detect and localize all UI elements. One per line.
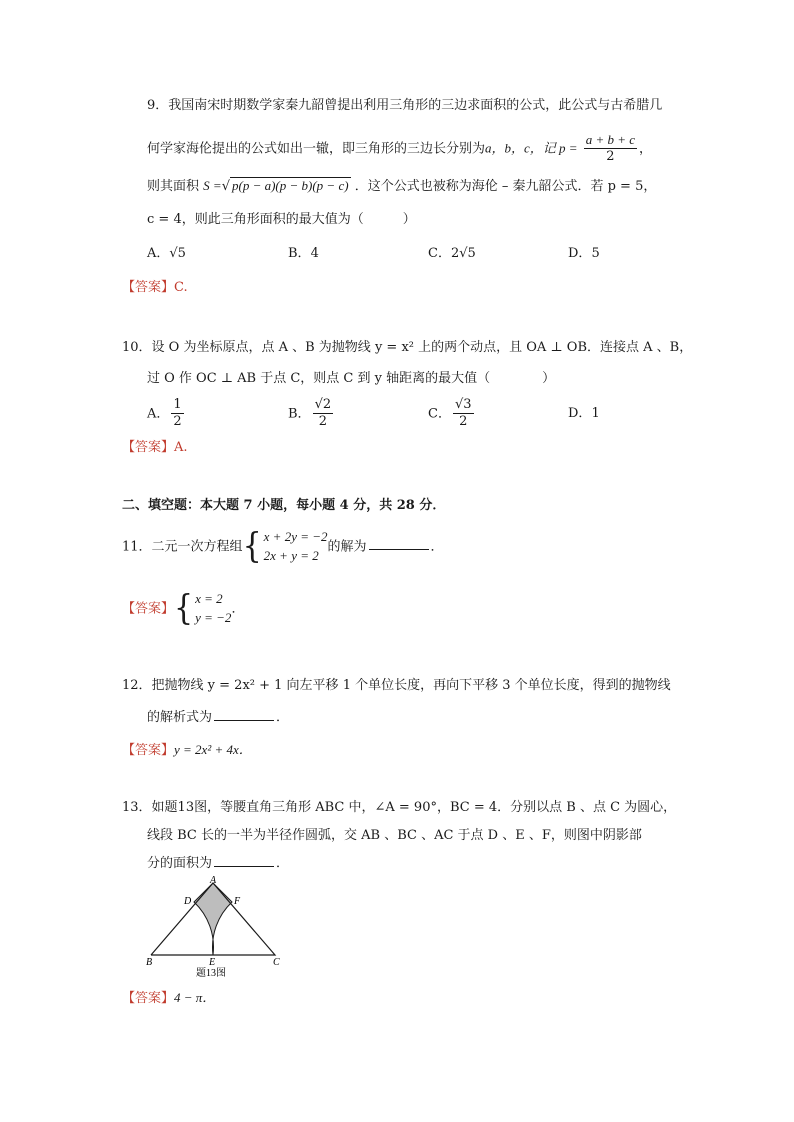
q9-formula-radicand: p(p − a)(p − b)(p − c): [231, 178, 349, 193]
q13-line2: [147, 828, 642, 844]
q12-number: 12．: [122, 678, 152, 693]
sqrt-icon: √: [221, 179, 230, 194]
q13-text-line1: 如题13图，等腰直角三角形 ABC 中，∠A = 90°，BC = 4．分别以点 B 、点 C 为圆心，: [151, 800, 677, 815]
q9-text-line2: 何学家海伦提出的公式如出一辙，即三角形的三边长分别为: [147, 141, 486, 157]
ans-eq1: x = 2: [195, 591, 223, 606]
q12-text-line1: 把抛物线 y = 2x² + 1 向左平移 1 个单位长度，再向下平移 3 个单位长度，得到的抛物线: [151, 678, 671, 693]
q13-number: 13．: [122, 800, 152, 815]
q11-eq2: 2x + y = 2: [263, 547, 319, 563]
frac-den: 2: [173, 414, 182, 430]
q9-text-line3-suffix: ．这个公式也被称为海伦 – 秦九韶公式．若 p = 5，: [354, 179, 657, 194]
option-value: 2√5: [450, 246, 476, 261]
answer-label: 【答案】: [122, 280, 175, 295]
q9-line2: 何学家海伦提出的公式如出一辙，即三角形的三边长分别为a，b，c，记 p = $\frac{a + b + c}{2}$ ，: [147, 132, 653, 165]
q9-text-line3-prefix: 则其面积: [147, 179, 200, 194]
option-value: 5: [591, 246, 600, 261]
q11-line: [122, 528, 444, 566]
answer-label: 【答案】: [122, 440, 175, 455]
left-brace-icon: {: [174, 588, 194, 629]
frac-den: 2: [318, 414, 327, 430]
label-c: C: [273, 957, 280, 968]
option-fraction: [453, 397, 474, 431]
q10-option-a[interactable]: [147, 397, 186, 431]
section-title: 二、填空题：本大题 7 小题，每小题 4 分，共 28 分．: [122, 498, 446, 513]
q10-option-b[interactable]: [288, 397, 335, 431]
q9-line1: [147, 98, 662, 114]
label-b: B: [146, 957, 153, 968]
frac-den: 2: [459, 414, 468, 430]
answer-label: 【答案】: [122, 601, 175, 617]
frac-num: √3: [453, 397, 474, 414]
q10-answer: [122, 440, 188, 456]
q10-option-c[interactable]: [428, 397, 476, 431]
option-label: A．: [147, 406, 170, 422]
shaded-region: [194, 883, 232, 955]
q9-option-d[interactable]: [568, 246, 600, 262]
answer-label: 【答案】: [122, 991, 175, 1006]
q12-text-line2: 的解析式为: [147, 710, 213, 725]
q9-p-fraction: [584, 132, 637, 166]
ans-eq2: y = −2: [195, 609, 232, 625]
left-brace-icon: {: [242, 526, 262, 567]
answer-value: y = 2x² + 4x．: [174, 742, 252, 757]
ans-period: ．: [231, 601, 245, 617]
option-label: B．: [288, 406, 311, 422]
q11-number: 11．: [122, 539, 152, 555]
frac-num: √2: [313, 397, 334, 414]
q13-text-line3: 分的面积为: [147, 856, 213, 871]
q11-answer-system: [195, 590, 231, 628]
q9-line3: [147, 178, 656, 195]
option-value: 1: [591, 406, 600, 421]
q12-period: ．: [276, 710, 290, 725]
option-label: B．: [288, 246, 311, 261]
q12-line1: [122, 678, 671, 694]
option-value: 4: [310, 246, 319, 261]
option-label: C．: [428, 406, 451, 422]
q12-line2: [147, 710, 289, 726]
q11-prefix: 二元一次方程组: [151, 539, 243, 555]
answer-value: A.: [174, 440, 188, 455]
q12-blank[interactable]: [214, 720, 274, 721]
q10-number: 10．: [122, 340, 152, 355]
q13-line1: [122, 800, 676, 816]
answer-value: 4 − π．: [174, 990, 216, 1005]
q9-vars: a，b，c，记 p =: [485, 140, 578, 156]
q11-suffix: 的解为: [327, 539, 367, 555]
q9-answer: [122, 280, 188, 296]
q13-text-line2: 线段 BC 长的一半为半径作圆弧，交 AB 、BC 、AC 于点 D 、E 、F，则图中阴影部: [147, 828, 642, 843]
q13-line3: [147, 856, 289, 872]
option-value: √5: [169, 246, 186, 261]
label-d: D: [184, 896, 192, 907]
q9-frac-den: 2: [606, 149, 615, 165]
q9-formula-lhs: S =: [203, 178, 222, 193]
q11-system: [264, 528, 328, 566]
q13-period: ．: [276, 856, 290, 871]
label-a: A: [210, 875, 217, 886]
frac-num: 1: [171, 397, 183, 414]
q10-option-d[interactable]: [568, 406, 600, 422]
q9-frac-num: a + b + c: [584, 132, 637, 149]
label-f: F: [234, 896, 241, 907]
label-e: E: [209, 957, 216, 968]
q10-line1: [122, 340, 692, 356]
answer-label: 【答案】: [122, 743, 175, 758]
q11-answer: [122, 590, 244, 628]
q10-line2: [147, 371, 555, 387]
q11-period: ．: [430, 539, 444, 555]
q9-option-c[interactable]: [428, 246, 476, 262]
q9-text-line4: c = 4，则此三角形面积的最大值为（ ）: [147, 212, 416, 227]
q9-text-line1: 我国南宋时期数学家秦九韶曾提出利用三角形的三边求面积的公式，此公式与古希腊几: [168, 98, 663, 113]
q9-line4: [147, 212, 416, 228]
q9-option-b[interactable]: [288, 246, 319, 262]
q9-option-a[interactable]: [147, 246, 186, 262]
q10-text-line2: 过 O 作 OC ⊥ AB 于点 C，则点 C 到 y 轴距离的最大值（ ）: [147, 371, 556, 386]
option-label: D．: [568, 246, 592, 261]
option-label: A．: [147, 246, 170, 261]
answer-value: C.: [174, 280, 188, 295]
option-label: C．: [428, 246, 451, 261]
option-fraction: [313, 397, 334, 431]
figure-caption: 题13图: [196, 968, 226, 979]
q10-text-line1: 设 O 为坐标原点，点 A 、B 为抛物线 y = x² 上的两个动点，且 OA ⊥ OB．连接点 A 、B，: [151, 340, 693, 355]
q13-figure: [140, 874, 290, 980]
q9-number: 9．: [147, 98, 169, 113]
q11-eq1: x + 2y = −2: [263, 529, 328, 544]
q13-answer: [122, 990, 215, 1007]
q12-answer: [122, 742, 252, 759]
option-fraction: [171, 397, 183, 431]
q13-blank[interactable]: [214, 866, 274, 867]
q11-blank[interactable]: [369, 549, 429, 550]
option-label: D．: [568, 406, 592, 421]
